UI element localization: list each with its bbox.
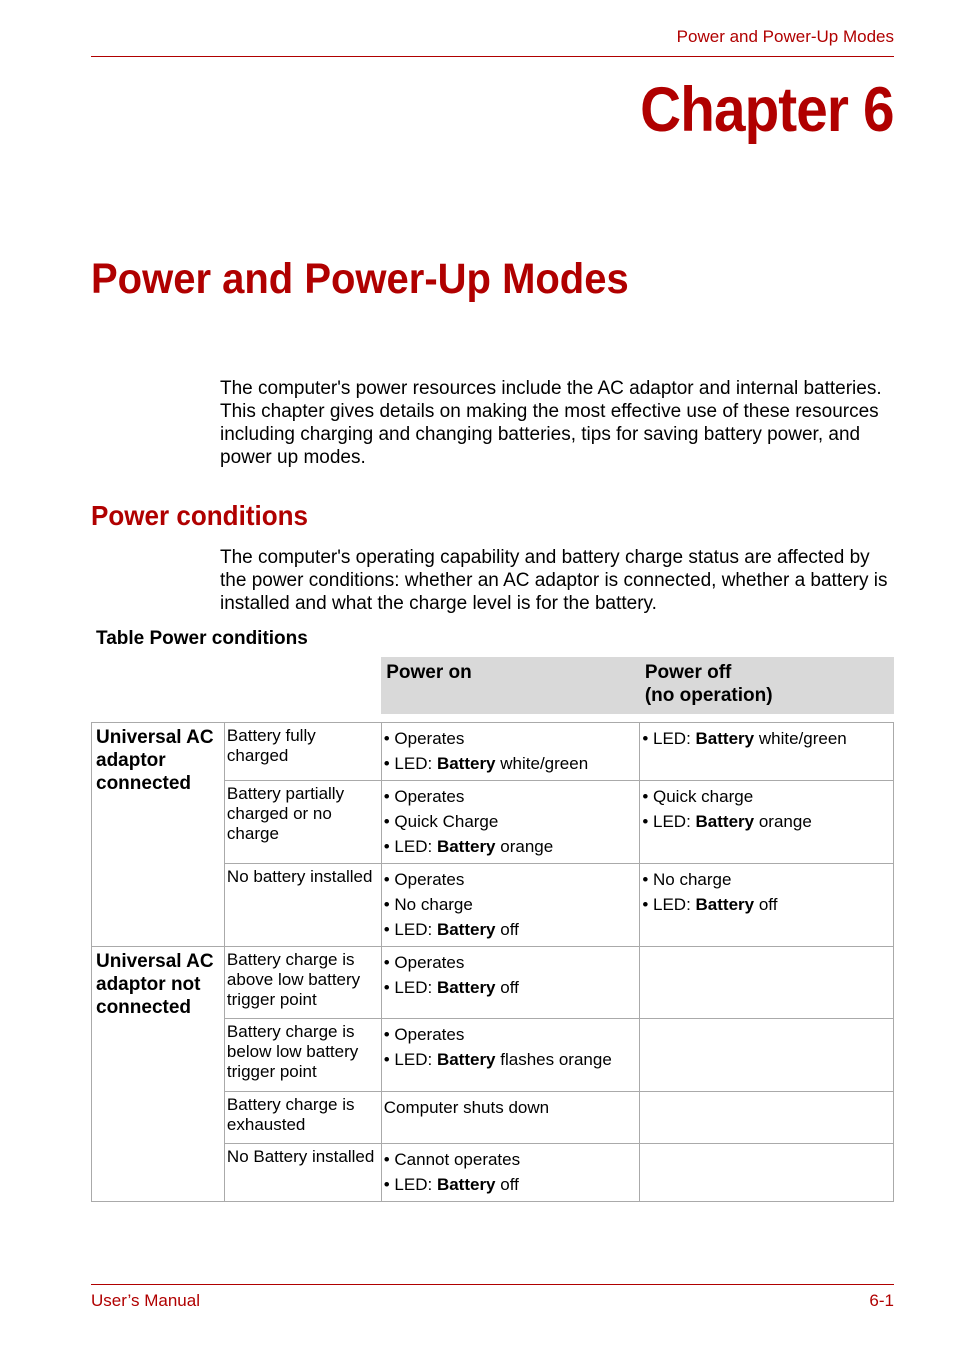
status-text: • LED: [642,895,696,914]
power-on-cell [381,723,640,781]
group-label-cell: Universal AC adaptor connected [92,723,225,947]
status-led-name: Battery [436,1175,496,1194]
header-power-off [640,657,894,714]
status-led-name: Battery [695,729,755,748]
power-off-cell [640,864,894,947]
status-led-name: Battery [695,895,755,914]
header-rule [91,56,894,57]
status-led-name: Battery [695,812,755,831]
power-on-cell [381,1092,640,1144]
status-text: • No charge [383,895,473,914]
status-text: • LED: [383,978,437,997]
status-text-suffix: orange [754,812,812,831]
status-line [384,784,638,809]
status-text: • Cannot operates [383,1150,521,1169]
table-row [92,723,894,781]
status-line [384,809,638,834]
status-line [642,809,891,834]
power-off-cell [640,1019,894,1092]
status-line [384,1022,638,1047]
status-line [384,867,638,892]
status-text: • Operates [383,1025,465,1044]
power-off-cell [640,723,894,781]
header-power-on-label: Power on [386,662,472,683]
power-off-cell [640,947,894,1019]
condition-cell: Battery charge is above low battery trigger point [224,947,381,1019]
status-text: • Quick Charge [383,812,499,831]
status-text-suffix: off [495,1175,519,1194]
status-text-suffix: off [495,920,519,939]
status-line [384,1047,638,1072]
condition-cell: Battery charge is below low battery trigger point [224,1019,381,1092]
header-power-off-label: Power off [644,662,732,683]
table-body [92,723,894,1202]
status-text: • LED: [383,1050,437,1069]
condition-cell: Battery fully charged [224,723,381,781]
section-paragraph: The computer's operating capability and battery charge status are affected by the power conditions: whether an AC adaptor is connected, whether a battery is installed and what the charge level is for the battery. [220,547,888,614]
status-text-suffix: flashes orange [495,1050,612,1069]
power-on-cell [381,1144,640,1202]
status-text: • LED: [383,754,437,773]
status-line [642,892,891,917]
status-line [384,726,638,751]
status-led-name: Battery [436,1050,496,1069]
header-blank-cell [224,657,381,714]
running-header: Power and Power-Up Modes [676,27,894,46]
status-line [384,751,638,776]
status-line [384,834,638,859]
status-led-name: Battery [436,837,496,856]
power-off-cell [640,1092,894,1144]
table-row [92,947,894,1019]
status-text: • LED: [383,1175,437,1194]
status-text: • LED: [642,812,696,831]
status-text-suffix: white/green [495,754,589,773]
status-line [384,892,638,917]
status-text-suffix: white/green [754,729,847,748]
status-text: • LED: [383,837,437,856]
page-title: Power and Power-Up Modes [91,255,629,303]
status-line [384,1095,638,1120]
power-on-cell [381,947,640,1019]
group-label-cell: Universal AC adaptor not connected [92,947,225,1202]
power-off-cell [640,1144,894,1202]
status-led-name: Battery [436,754,496,773]
status-led-name: Battery [436,978,496,997]
condition-cell: Battery partially charged or no charge [224,781,381,864]
status-line [384,950,638,975]
header-blank-cell [92,657,225,714]
power-on-cell [381,1019,640,1092]
status-text: • Operates [383,953,465,972]
header-power-on [381,657,640,714]
status-text: • Operates [383,787,465,806]
chapter-label: Chapter 6 [640,75,894,145]
status-line [642,867,891,892]
status-text: • No charge [642,870,732,889]
intro-paragraph: The computer's power resources include the AC adaptor and internal batteries. This chapter gives details on making the most effective use of these resources including charging and changing batteries, tips for saving battery power, and power up modes. [220,378,882,468]
power-on-cell [381,781,640,864]
status-line [384,917,638,942]
section-heading: Power conditions [91,500,309,531]
condition-cell: Battery charge is exhausted [224,1092,381,1144]
condition-cell: No battery installed [224,864,381,947]
status-text: Computer shuts down [383,1098,550,1117]
status-text: • Operates [383,729,465,748]
status-line [384,1147,638,1172]
status-text-suffix: orange [495,837,554,856]
status-text: • LED: [642,729,696,748]
status-text: • LED: [383,920,437,939]
status-text: • Quick charge [642,787,754,806]
condition-cell: No Battery installed [224,1144,381,1202]
status-text-suffix: off [495,978,519,997]
power-conditions-table [91,657,894,1202]
footer-page-number: 6-1 [869,1291,894,1310]
header-power-off-sublabel: (no operation) [644,685,773,706]
footer-rule [91,1284,894,1285]
power-off-cell [640,781,894,864]
status-text-suffix: off [754,895,778,914]
status-led-name: Battery [436,920,496,939]
status-line [642,784,891,809]
status-line [642,726,891,751]
table-caption: Table Power conditions [96,628,308,649]
status-text: • Operates [383,870,465,889]
status-line [384,1172,638,1197]
footer-manual-label: User’s Manual [91,1291,200,1310]
power-on-cell [381,864,640,947]
status-line [384,975,638,1000]
